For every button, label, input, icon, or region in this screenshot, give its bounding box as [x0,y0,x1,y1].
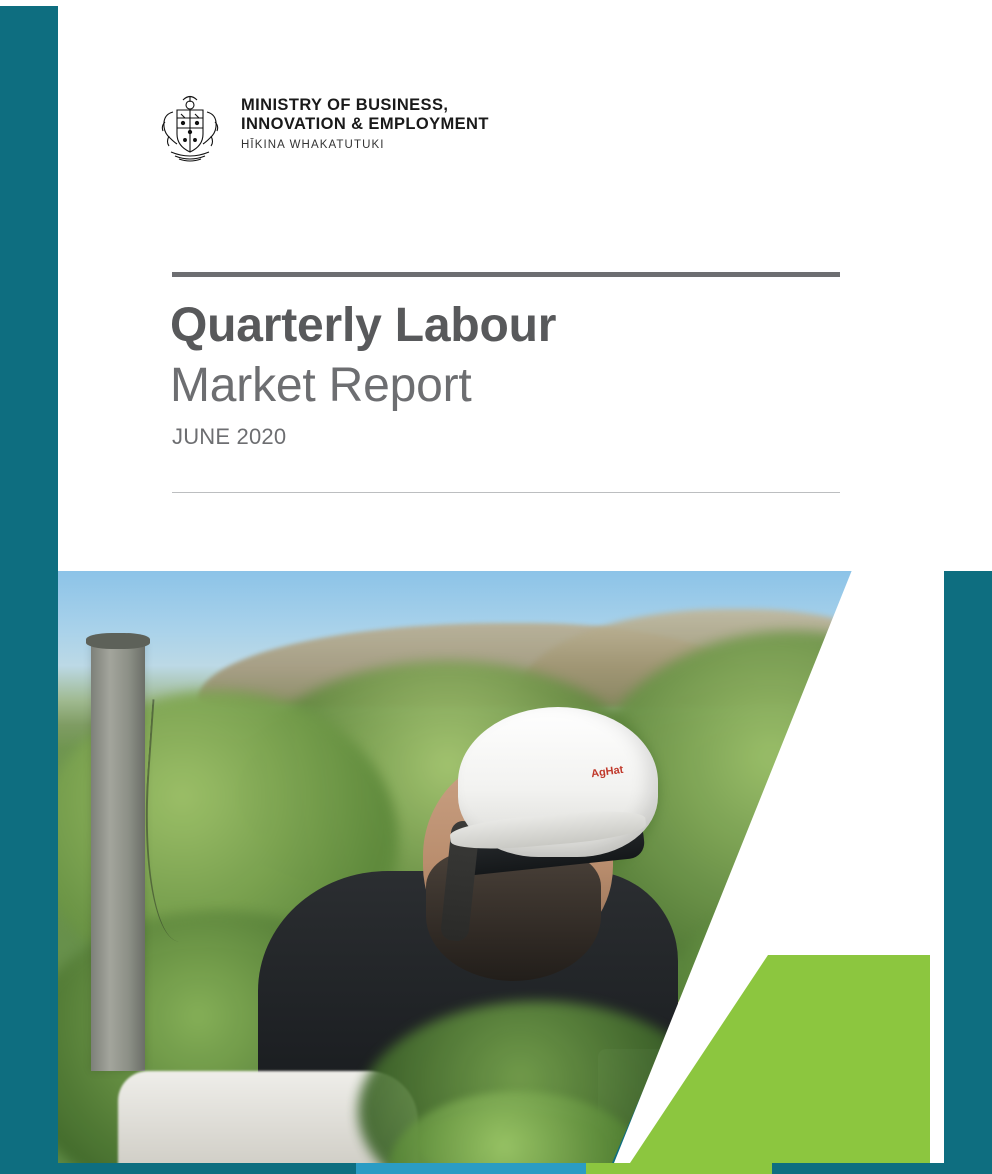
left-teal-band [0,0,58,1174]
org-tagline: HĪKINA WHAKATUTUKI [241,139,385,151]
nz-coat-of-arms-icon [155,88,225,164]
title-bottom-rule [172,492,840,493]
page-title-line-2: Market Report [170,359,472,412]
vineyard-post [91,641,145,1071]
org-line-2: INNOVATION & EMPLOYMENT [241,115,489,133]
title-top-rule [172,272,840,277]
cover-photo [58,571,992,1163]
org-line-1: MINISTRY OF BUSINESS, [241,96,449,114]
organisation-logo [155,88,489,164]
helmet-brand-label: AgHat [590,763,625,781]
footer-bar-green [586,1163,772,1174]
footer-bar-blue [356,1163,586,1174]
vineyard-post-cap [86,633,150,649]
logo-wordmark [241,88,489,151]
page-title-line-1: Quarterly Labour [170,299,557,352]
top-white-strip [0,0,992,6]
page-title-date: JUNE 2020 [172,424,287,449]
